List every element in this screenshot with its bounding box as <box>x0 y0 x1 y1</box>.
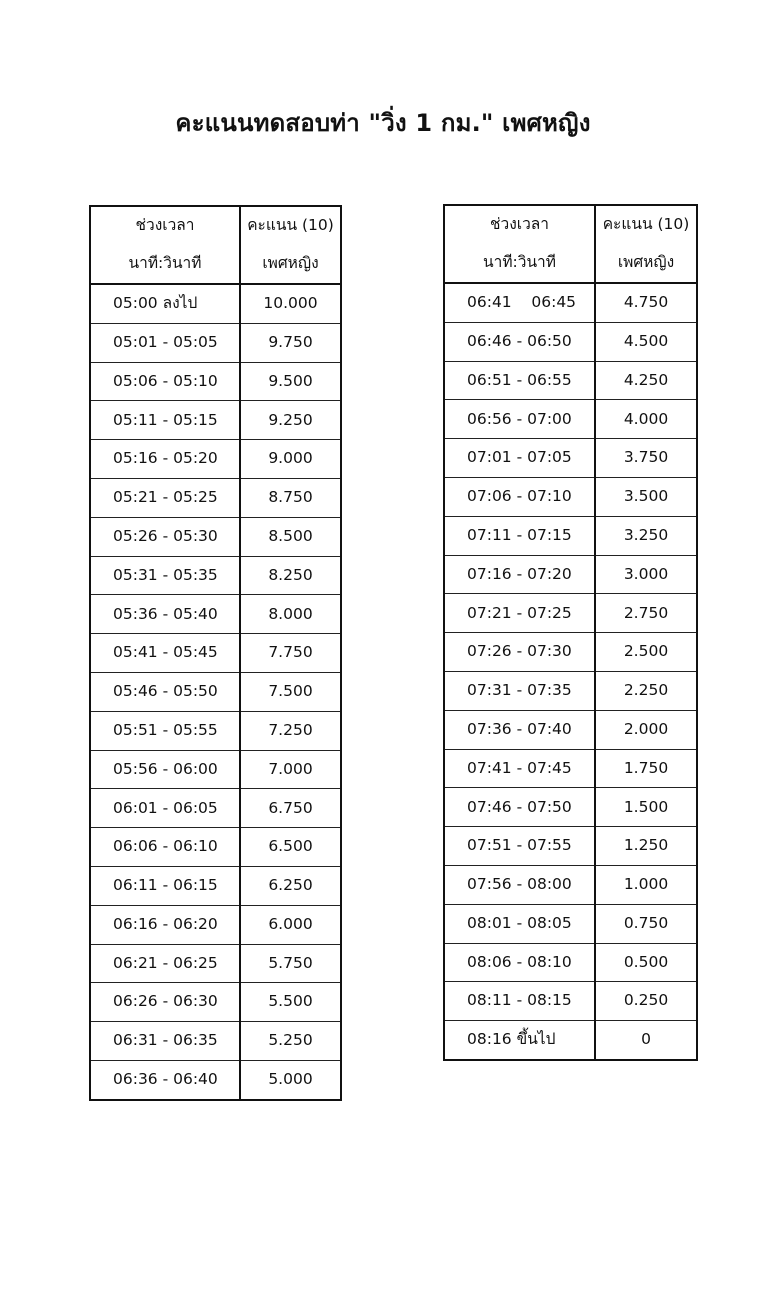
header-time-range: ช่วงเวลา <box>444 205 595 244</box>
score-cell: 3.000 <box>595 555 697 594</box>
score-cell: 9.750 <box>240 323 341 362</box>
score-cell: 8.000 <box>240 595 341 634</box>
table-row <box>444 400 697 439</box>
table-row <box>444 361 697 400</box>
score-cell: 1.250 <box>595 827 697 866</box>
score-cell: 2.000 <box>595 710 697 749</box>
table-row <box>90 362 341 401</box>
table-row <box>90 1060 341 1099</box>
time-range-cell: 06:01 - 06:05 <box>90 789 240 828</box>
time-range-cell: 07:41 - 07:45 <box>444 749 595 788</box>
time-range-cell: 07:36 - 07:40 <box>444 710 595 749</box>
table-row <box>90 595 341 634</box>
score-cell: 8.250 <box>240 556 341 595</box>
table-row <box>90 711 341 750</box>
table-row <box>444 710 697 749</box>
score-cell: 7.000 <box>240 750 341 789</box>
header-score: คะแนน (10) <box>595 205 697 244</box>
time-range-cell: 08:11 - 08:15 <box>444 982 595 1021</box>
time-range-cell: 07:46 - 07:50 <box>444 788 595 827</box>
score-cell: 6.750 <box>240 789 341 828</box>
score-cell: 6.250 <box>240 866 341 905</box>
header-time-range: ช่วงเวลา <box>90 206 240 245</box>
time-range-cell: 08:16 ขึ้นไป <box>444 1021 595 1060</box>
header-score: คะแนน (10) <box>240 206 341 245</box>
header-gender: เพศหญิง <box>240 245 341 284</box>
score-cell: 9.250 <box>240 401 341 440</box>
score-cell: 9.000 <box>240 440 341 479</box>
time-range-cell: 07:01 - 07:05 <box>444 439 595 478</box>
score-cell: 2.500 <box>595 633 697 672</box>
score-cell: 7.750 <box>240 634 341 673</box>
table-row <box>444 633 697 672</box>
score-cell: 3.750 <box>595 439 697 478</box>
table-row <box>90 828 341 867</box>
score-cell: 1.000 <box>595 865 697 904</box>
score-cell: 1.500 <box>595 788 697 827</box>
time-range-cell: 05:41 - 05:45 <box>90 634 240 673</box>
table-row <box>444 827 697 866</box>
time-range-cell: 06:16 - 06:20 <box>90 905 240 944</box>
page-title: คะแนนทดสอบท่า "วิ่ง 1 กม." เพศหญิง <box>175 109 591 137</box>
score-cell: 2.250 <box>595 671 697 710</box>
time-range-cell: 05:00 ลงไป <box>90 284 240 323</box>
table-row <box>90 556 341 595</box>
table-row <box>90 789 341 828</box>
time-range-cell: 05:31 - 05:35 <box>90 556 240 595</box>
time-range-cell: 08:06 - 08:10 <box>444 943 595 982</box>
time-range-cell: 06:41 06:45 <box>444 283 595 322</box>
score-cell: 4.500 <box>595 322 697 361</box>
table-row <box>90 672 341 711</box>
header-time-unit: นาที:วินาที <box>444 244 595 283</box>
time-range-cell: 06:36 - 06:40 <box>90 1060 240 1099</box>
score-cell: 0.250 <box>595 982 697 1021</box>
time-range-cell: 06:46 - 06:50 <box>444 322 595 361</box>
score-cell: 1.750 <box>595 749 697 788</box>
time-range-cell: 05:01 - 05:05 <box>90 323 240 362</box>
table-row <box>90 284 341 323</box>
table-row <box>90 983 341 1022</box>
score-cell: 9.500 <box>240 362 341 401</box>
table-row <box>444 904 697 943</box>
time-range-cell: 06:06 - 06:10 <box>90 828 240 867</box>
score-cell: 6.000 <box>240 905 341 944</box>
table-row <box>444 982 697 1021</box>
score-cell: 5.250 <box>240 1022 341 1061</box>
time-range-cell: 07:21 - 07:25 <box>444 594 595 633</box>
table-row <box>444 788 697 827</box>
table-row <box>90 634 341 673</box>
score-cell: 7.500 <box>240 672 341 711</box>
table-row <box>444 1021 697 1060</box>
score-cell: 4.000 <box>595 400 697 439</box>
time-range-cell: 07:51 - 07:55 <box>444 827 595 866</box>
time-range-cell: 07:11 - 07:15 <box>444 516 595 555</box>
time-range-cell: 05:56 - 06:00 <box>90 750 240 789</box>
table-row <box>90 905 341 944</box>
time-range-cell: 07:56 - 08:00 <box>444 865 595 904</box>
score-cell: 3.250 <box>595 516 697 555</box>
table-row <box>444 477 697 516</box>
table-row <box>444 555 697 594</box>
time-range-cell: 05:21 - 05:25 <box>90 478 240 517</box>
time-range-cell: 05:46 - 05:50 <box>90 672 240 711</box>
score-table-right <box>443 204 698 1061</box>
table-row <box>90 478 341 517</box>
header-time-unit: นาที:วินาที <box>90 245 240 284</box>
score-cell: 8.500 <box>240 517 341 556</box>
score-cell: 2.750 <box>595 594 697 633</box>
score-cell: 10.000 <box>240 284 341 323</box>
time-range-cell: 06:51 - 06:55 <box>444 361 595 400</box>
time-range-cell: 06:31 - 06:35 <box>90 1022 240 1061</box>
score-cell: 5.750 <box>240 944 341 983</box>
time-range-cell: 05:51 - 05:55 <box>90 711 240 750</box>
time-range-cell: 05:36 - 05:40 <box>90 595 240 634</box>
table-row <box>90 750 341 789</box>
table-row <box>90 517 341 556</box>
table-row <box>444 594 697 633</box>
table-row <box>90 1022 341 1061</box>
table-row <box>90 401 341 440</box>
time-range-cell: 07:31 - 07:35 <box>444 671 595 710</box>
score-cell: 4.250 <box>595 361 697 400</box>
time-range-cell: 06:26 - 06:30 <box>90 983 240 1022</box>
time-range-cell: 05:11 - 05:15 <box>90 401 240 440</box>
score-cell: 8.750 <box>240 478 341 517</box>
table-row <box>444 322 697 361</box>
score-cell: 4.750 <box>595 283 697 322</box>
score-table-left <box>89 205 342 1101</box>
table-row <box>444 749 697 788</box>
table-row <box>90 866 341 905</box>
time-range-cell: 06:56 - 07:00 <box>444 400 595 439</box>
table-row <box>444 865 697 904</box>
score-cell: 5.000 <box>240 1060 341 1099</box>
score-cell: 3.500 <box>595 477 697 516</box>
time-range-cell: 06:11 - 06:15 <box>90 866 240 905</box>
score-cell: 6.500 <box>240 828 341 867</box>
table-row <box>444 439 697 478</box>
time-range-cell: 05:16 - 05:20 <box>90 440 240 479</box>
time-range-cell: 05:06 - 05:10 <box>90 362 240 401</box>
table-row <box>444 283 697 322</box>
time-range-cell: 08:01 - 08:05 <box>444 904 595 943</box>
score-cell: 5.500 <box>240 983 341 1022</box>
table-row <box>90 944 341 983</box>
table-row <box>90 440 341 479</box>
score-cell: 7.250 <box>240 711 341 750</box>
header-gender: เพศหญิง <box>595 244 697 283</box>
time-range-cell: 07:16 - 07:20 <box>444 555 595 594</box>
time-range-cell: 07:26 - 07:30 <box>444 633 595 672</box>
table-row <box>444 943 697 982</box>
time-range-cell: 06:21 - 06:25 <box>90 944 240 983</box>
time-range-cell: 05:26 - 05:30 <box>90 517 240 556</box>
table-row <box>444 671 697 710</box>
table-row <box>444 516 697 555</box>
time-range-cell: 07:06 - 07:10 <box>444 477 595 516</box>
score-cell: 0.500 <box>595 943 697 982</box>
table-row <box>90 323 341 362</box>
score-cell: 0.750 <box>595 904 697 943</box>
score-cell: 0 <box>595 1021 697 1060</box>
